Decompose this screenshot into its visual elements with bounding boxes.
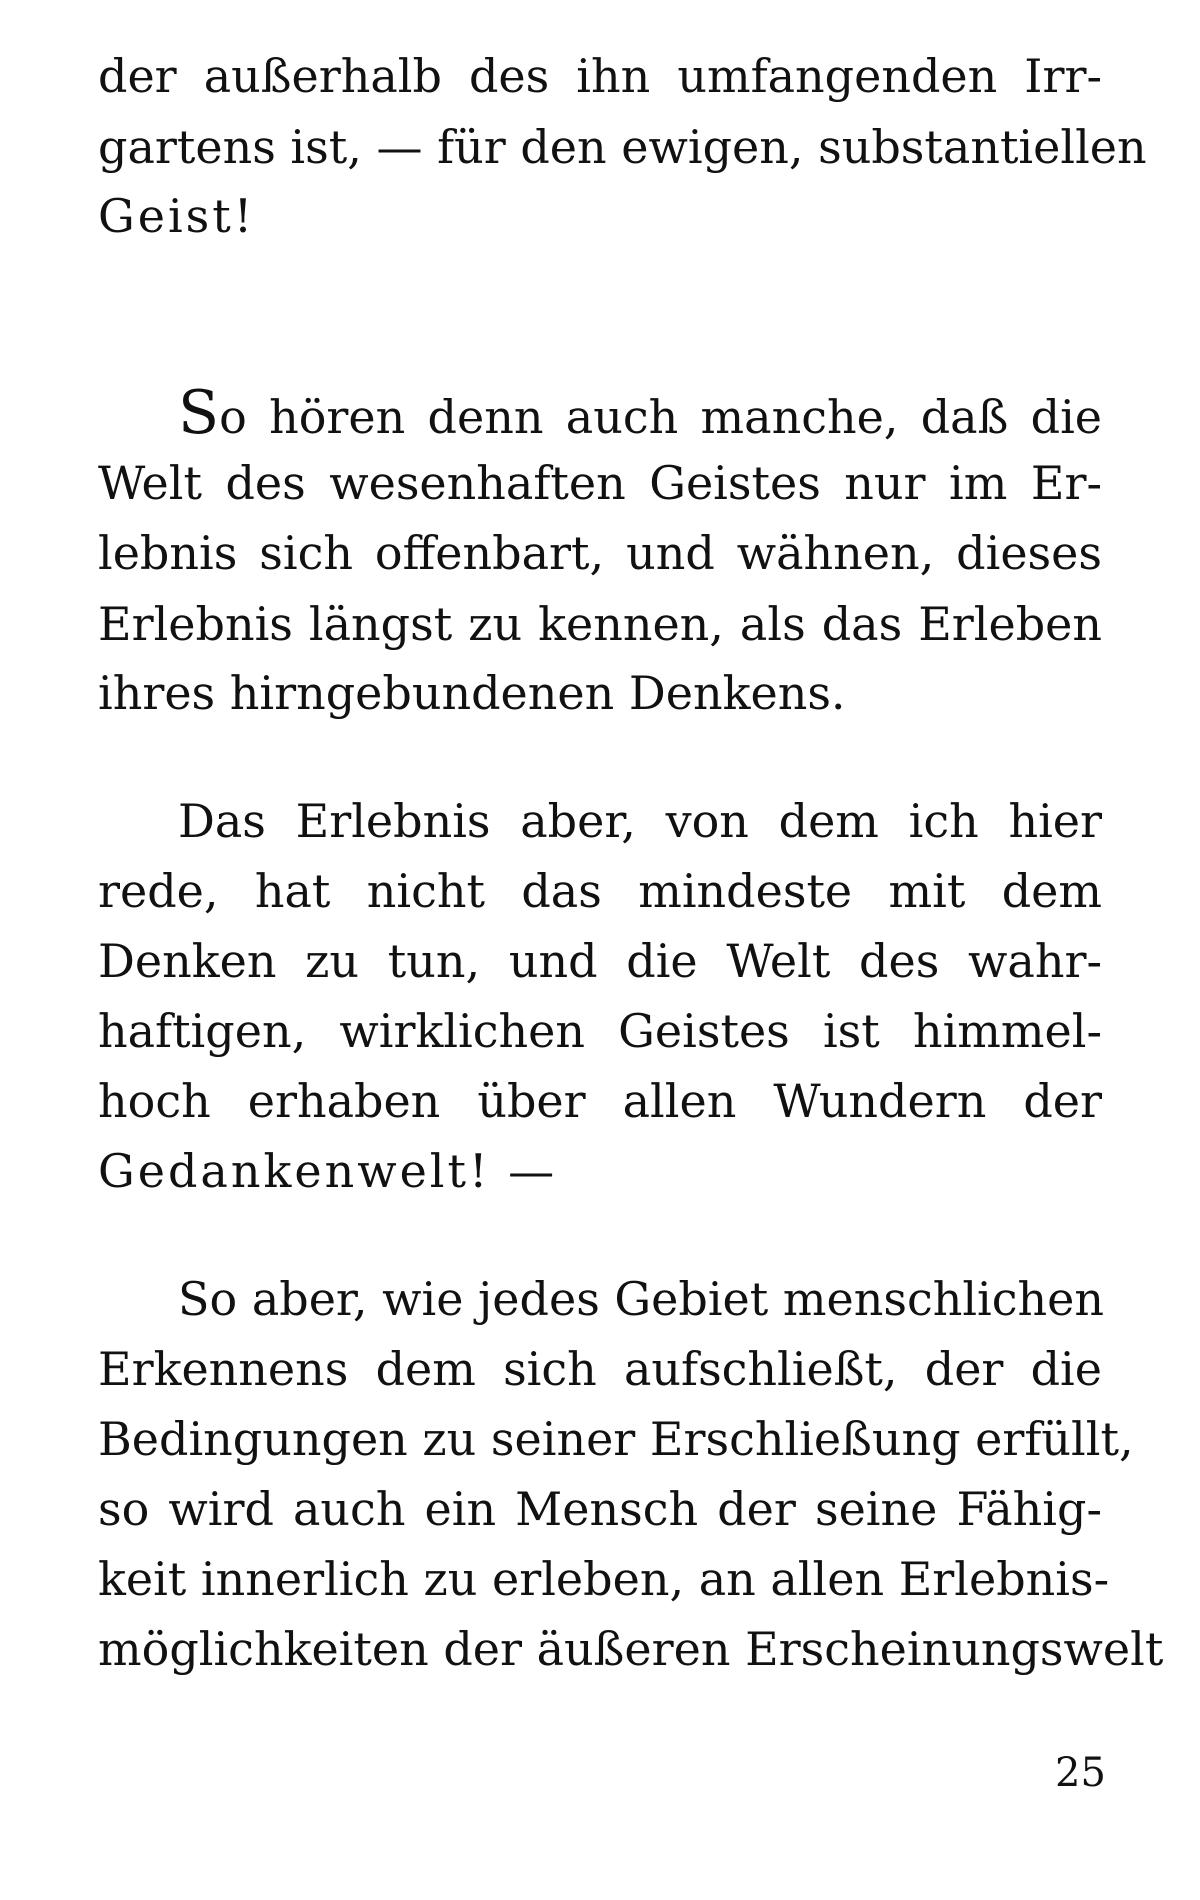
text-line: lebnis sich offenbart, und wähnen, dieses — [98, 526, 1102, 580]
text-line: Erlebnis längst zu kennen, als das Erleben — [98, 597, 1102, 651]
initial-letter: S — [178, 378, 220, 448]
text-line: Gedankenwelt! — — [98, 1144, 558, 1198]
text-line: Das Erlebnis aber, von dem ich hier — [178, 794, 1102, 848]
text-line: hoch erhaben über allen Wundern der — [98, 1074, 1102, 1128]
text-line-first — [178, 378, 1102, 448]
text-line: Bedingungen zu seiner Erschließung erfüllt, — [98, 1412, 1134, 1466]
text-line: ihres hirngebundenen Denkens. — [98, 666, 846, 720]
text-line: Denken zu tun, und die Welt des wahr- — [98, 934, 1102, 988]
text-line: keit innerlich zu erleben, an allen Erlebnis- — [98, 1552, 1110, 1606]
text-line-rest: o hören denn auch manche, daß die — [219, 390, 1102, 444]
book-page — [98, 0, 1164, 1900]
text-line: Welt des wesenhaften Geistes nur im Er- — [98, 456, 1102, 510]
text-line: der außerhalb des ihn umfangenden Irr- — [98, 49, 1102, 103]
text-line: Geist! — [98, 189, 256, 243]
text-line: Erkennens dem sich aufschließt, der die — [98, 1342, 1102, 1396]
text-line: möglichkeiten der äußeren Erscheinungswelt — [98, 1622, 1164, 1676]
text-line: rede, hat nicht das mindeste mit dem — [98, 864, 1102, 918]
text-line: gartens ist, — für den ewigen, substantiellen — [98, 120, 1147, 174]
page-number: 25 — [1055, 1750, 1106, 1796]
text-line: so wird auch ein Mensch der seine Fähig- — [98, 1482, 1102, 1536]
text-line: So aber, wie jedes Gebiet menschlichen — [178, 1272, 1104, 1326]
text-line: haftigen, wirklichen Geistes ist himmel- — [98, 1004, 1102, 1058]
